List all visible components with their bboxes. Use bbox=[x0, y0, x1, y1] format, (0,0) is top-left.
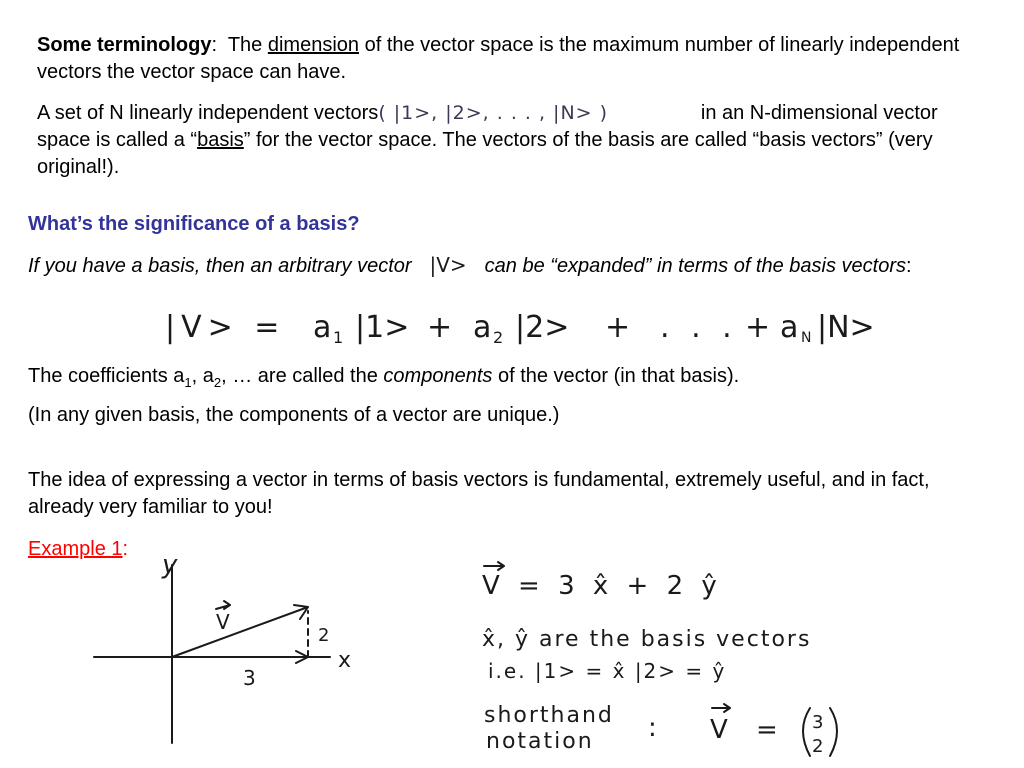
x-length-label: 3 bbox=[243, 666, 256, 690]
y-axis-label: y bbox=[162, 550, 178, 580]
note-notation: notation bbox=[486, 729, 594, 754]
significance-question: What’s the significance of a basis? bbox=[28, 213, 360, 235]
eq-sub-1: 1 bbox=[333, 328, 344, 347]
eq-sub-2: 2 bbox=[493, 328, 504, 347]
handwritten-ket-v: |V> bbox=[429, 253, 467, 277]
dimension-term: dimension bbox=[267, 34, 360, 56]
note-basis-line: x̂, ŷ are the basis vectors bbox=[482, 627, 812, 652]
vector-label: V bbox=[216, 610, 230, 634]
column-top: 3 bbox=[812, 712, 824, 733]
basis-definition: A set of N linearly independent vectors( |1>, |2>, . . . , |N> ) in an N-dimensional vector space is called a “basis” for the vector space. The vectors of the basis are called “basis vectors” (very original!). bbox=[37, 102, 938, 178]
note-shorthand: shorthand bbox=[484, 703, 614, 728]
note-short-eq: V = bbox=[710, 715, 788, 745]
vector-v-arrow bbox=[172, 605, 308, 657]
eq-ket-1: |1> bbox=[355, 310, 410, 345]
eq-plus-3: + bbox=[745, 310, 771, 345]
example-label: Example 1 bbox=[28, 538, 123, 560]
column-bracket-left bbox=[803, 708, 810, 756]
handwritten-basis-set: ( |1>, |2>, . . . , |N> ) bbox=[378, 102, 609, 124]
vector-arrow-mark bbox=[216, 601, 230, 609]
note-colon: : bbox=[648, 713, 657, 743]
vec-arrow-1 bbox=[484, 562, 504, 570]
eq-ket-2: |2> bbox=[515, 310, 570, 345]
y-length-label: 2 bbox=[318, 625, 330, 646]
idea-paragraph: The idea of expressing a vector in terms of basis vectors is fundamental, extremely useful, and in fact, already very familiar to you! bbox=[28, 469, 930, 518]
eq-plus-1: + bbox=[427, 310, 453, 345]
expansion-equation bbox=[165, 308, 885, 352]
x-axis-label: x bbox=[338, 648, 352, 673]
note-ie-line: i.e. |1> = x̂ |2> = ŷ bbox=[488, 659, 727, 683]
expansion-sentence: If you have a basis, then an arbitrary vector |V> can be “expanded” in terms of the basis vectors: bbox=[28, 253, 912, 277]
column-bottom: 2 bbox=[812, 736, 824, 757]
uniqueness-note: (In any given basis, the components of a vector are unique.) bbox=[28, 404, 560, 426]
eq-plus-2: + bbox=[605, 310, 631, 345]
handwritten-notes bbox=[478, 560, 898, 760]
note-eq-line: V = 3 x̂ + 2 ŷ bbox=[482, 571, 722, 601]
components-sentence: The coefficients $a_1$, $a_2$, … are called the components of the vector (in that basis). bbox=[28, 365, 740, 390]
eq-dots: . . . bbox=[660, 310, 738, 345]
terminology-label: Some terminology bbox=[37, 34, 212, 56]
eq-ket-n: |N> bbox=[817, 310, 875, 345]
components-term: components bbox=[383, 365, 493, 387]
example-heading: Example 1: bbox=[28, 538, 129, 560]
terminology-paragraph: Some terminology: The dimension of the vector space is the maximum number of linearly independent vectors the vector space can have. bbox=[37, 34, 960, 83]
eq-coef-1: a bbox=[313, 310, 332, 345]
eq-lhs: |V> = bbox=[165, 310, 286, 345]
vec-arrow-2 bbox=[712, 704, 730, 712]
column-bracket-right bbox=[830, 708, 837, 756]
example-axes-sketch bbox=[80, 545, 380, 750]
eq-coef-2: a bbox=[473, 310, 492, 345]
eq-sub-n: N bbox=[801, 330, 812, 346]
eq-coef-n: a bbox=[780, 310, 799, 345]
basis-term: basis bbox=[197, 129, 244, 151]
